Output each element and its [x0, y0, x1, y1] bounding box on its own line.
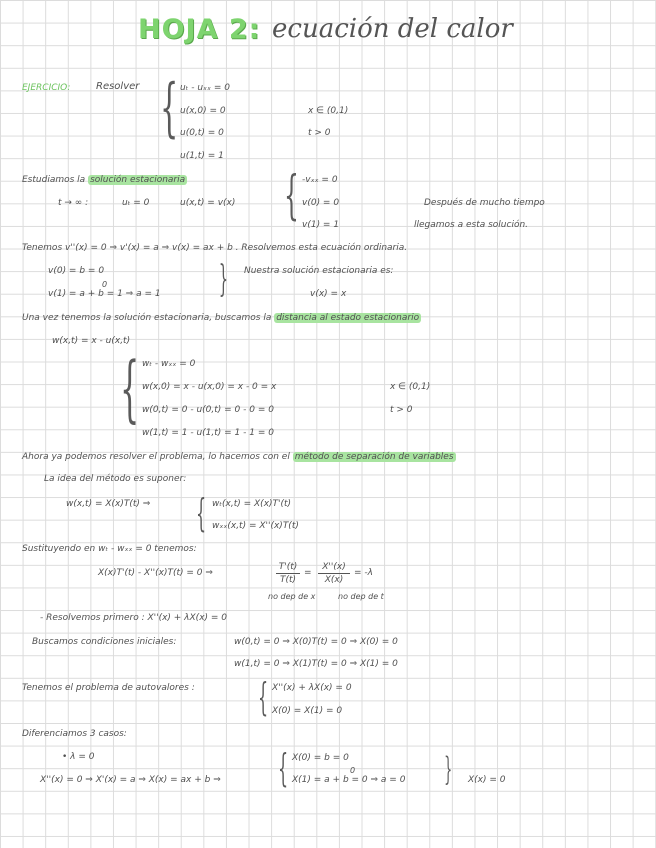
system-brace: {: [160, 71, 179, 145]
no-dep-x: no dep de x: [268, 592, 316, 601]
separation-highlight: método de separación de variables: [294, 452, 454, 462]
stationary-bc-right: v(1) = 1: [302, 220, 340, 230]
stationary-bc-a: v(1) = a + b = 1 ⇒ a = 1: [48, 289, 161, 299]
stationary-note-1: Después de mucho tiempo: [424, 198, 545, 208]
stationary-ode: -vₓₓ = 0: [302, 175, 338, 185]
ansatz-brace: {: [196, 491, 207, 535]
equals-lambda: = -λ: [354, 568, 373, 578]
separated-equation: X(x)T'(t) - X''(x)T(t) = 0 ⇒: [98, 568, 213, 578]
stationary-brace: {: [284, 166, 299, 226]
wxx-expression: wₓₓ(x,t) = X''(x)T(t): [212, 521, 299, 531]
distance-highlight: distancia al estado estacionario: [276, 313, 420, 323]
distance-brace: {: [120, 346, 140, 430]
case-close-brace: {: [444, 750, 453, 788]
title-heading: HOJA 2:: [138, 14, 261, 45]
resolver-label: Resolver: [96, 81, 140, 92]
our-solution: Nuestra solución estacionaria es:: [244, 266, 394, 276]
initial-conditions-label: Buscamos condiciones iniciales:: [32, 637, 177, 647]
limit-u: u(x,t) = v(x): [180, 198, 236, 208]
wt-expression: wₜ(x,t) = X(x)T'(t): [212, 499, 292, 509]
no-dep-t: no dep de t: [338, 592, 384, 601]
stationary-bc-b: v(0) = b = 0: [48, 266, 105, 276]
eigen-intro: Tenemos el problema de autovalores :: [22, 683, 195, 693]
fraction-left-denominator: T(t): [279, 575, 297, 585]
fraction-equals: =: [304, 568, 312, 578]
case-lambda-zero: • λ = 0: [62, 752, 95, 762]
case-brace: {: [278, 746, 289, 790]
distance-intro: Una vez tenemos la solución estacionaria, buscamos la distancia al estado estacionario: [22, 313, 420, 323]
stationary-intro: Estudiamos la solución estacionaria: [22, 175, 186, 185]
eigen-equation: X''(x) + λX(x) = 0: [272, 683, 352, 693]
ansatz: w(x,t) = X(x)T(t) ⇒: [66, 499, 151, 509]
eigen-brace: {: [258, 675, 269, 719]
w-bc-right: w(1,t) = 1 - u(1,t) = 1 - 1 = 0: [142, 428, 274, 438]
case-lambda-zero-equation: X''(x) = 0 ⇒ X'(x) = a ⇒ X(x) = ax + b ⇒: [40, 775, 221, 785]
boundary-condition-right: u(1,t) = 1: [180, 151, 224, 161]
domain-x: x ∈ (0,1): [308, 106, 349, 116]
w-bc-left: w(0,t) = 0 - u(0,t) = 0 - 0 = 0: [142, 405, 274, 415]
stationary-derivation: Tenemos v''(x) = 0 ⇒ v'(x) = a ⇒ v(x) = ax + b . Resolvemos esta ecuación ordinaria.: [22, 243, 408, 253]
condition-right: w(1,t) = 0 ⇒ X(1)T(t) = 0 ⇒ X(1) = 0: [234, 659, 398, 669]
stationary-bc-left: v(0) = 0: [302, 198, 340, 208]
limit-t: t → ∞ :: [58, 198, 89, 208]
fraction-right-numerator: X''(x): [318, 561, 350, 574]
stationary-bc-a-sup: 0: [102, 280, 108, 289]
cases-label: Diferenciamos 3 casos:: [22, 729, 127, 739]
stationary-close-brace: {: [218, 259, 229, 300]
w-pde: wₜ - wₓₓ = 0: [142, 359, 196, 369]
case-bc-a-sup: 0: [350, 766, 356, 775]
case-bc-a: X(1) = a + b = 0 ⇒ a = 0: [292, 775, 406, 785]
fraction-right-denominator: X(x): [324, 575, 344, 585]
method-idea: La idea del método es suponer:: [44, 474, 187, 484]
substitution-line: Sustituyendo en wₜ - wₓₓ = 0 tenemos:: [22, 544, 197, 554]
pde-equation: uₜ - uₓₓ = 0: [180, 83, 231, 93]
separation-intro: Ahora ya podemos resolver el problema, lo hacemos con el método de separación de variables: [22, 452, 454, 462]
exercise-label: EJERCICIO:: [22, 83, 71, 93]
stationary-highlight: solución estacionaria: [90, 175, 186, 185]
w-definition: w(x,t) = x - u(x,t): [52, 336, 131, 346]
boundary-condition-left: u(0,t) = 0: [180, 128, 224, 138]
limit-ut: uₜ = 0: [122, 198, 150, 208]
domain-t: t > 0: [308, 128, 331, 138]
title-subheading: ecuación del calor: [272, 14, 513, 44]
w-domain-t: t > 0: [390, 405, 413, 415]
case-bc-b: X(0) = b = 0: [292, 753, 349, 763]
stationary-note-2: llegamos a esta solución.: [414, 220, 529, 230]
initial-condition: u(x,0) = 0: [180, 106, 226, 116]
solve-first-line: - Resolvemos primero : X''(x) + λX(x) = 0: [40, 613, 228, 623]
condition-left: w(0,t) = 0 ⇒ X(0)T(t) = 0 ⇒ X(0) = 0: [234, 637, 398, 647]
case-result: X(x) = 0: [468, 775, 506, 785]
w-domain-x: x ∈ (0,1): [390, 382, 431, 392]
w-initial: w(x,0) = x - u(x,0) = x - 0 = x: [142, 382, 277, 392]
eigen-boundary: X(0) = X(1) = 0: [272, 706, 343, 716]
fraction-left-numerator: T'(t): [276, 561, 300, 574]
stationary-result: v(x) = x: [310, 289, 347, 299]
